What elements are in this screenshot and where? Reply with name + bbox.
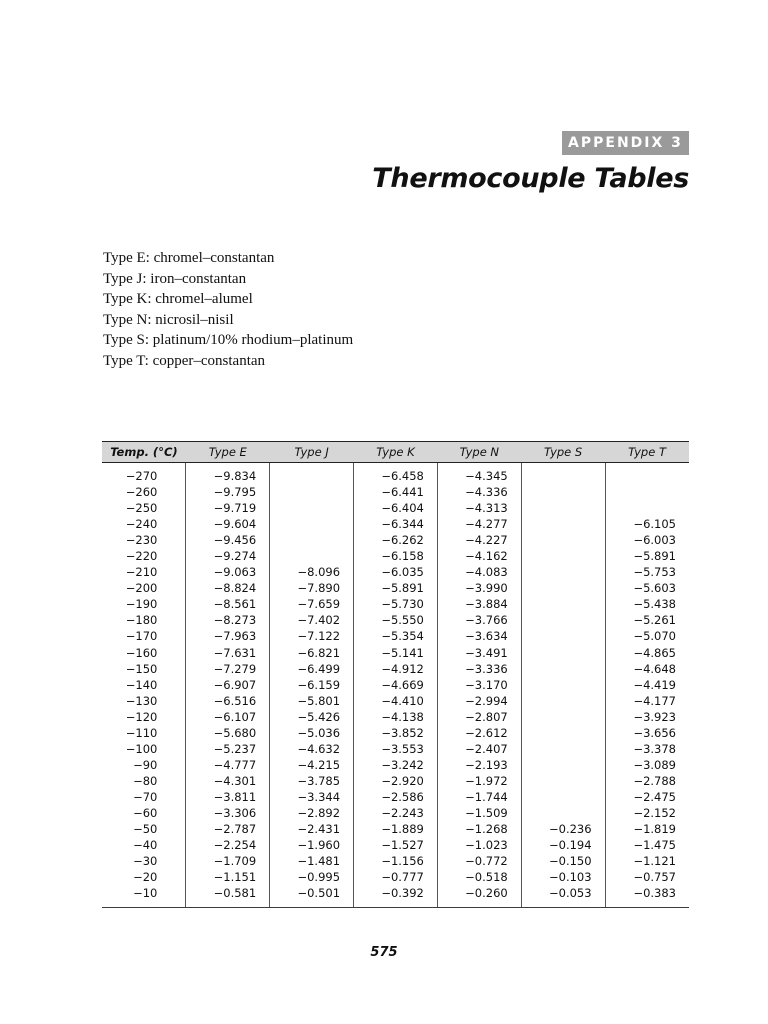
cell-type-t: −1.121 [605,853,689,869]
cell-type-n: −0.518 [437,869,521,885]
cell-temp: −260 [125,485,158,500]
cell-type-j: −2.892 [270,805,354,821]
thermocouple-table [102,441,689,908]
cell-temp: −270 [125,469,158,484]
cell-temp: −250 [125,501,158,516]
cell-type-e: −6.107 [186,709,270,725]
cell-type-k: −2.920 [354,773,438,789]
cell-type-n: −3.634 [437,628,521,644]
cell-type-e: −5.680 [186,725,270,741]
cell-type-j: −7.659 [270,596,354,612]
cell-type-s: −0.236 [521,821,605,837]
cell-type-n: −4.277 [437,516,521,532]
cell-type-n: −4.162 [437,548,521,564]
table-row [102,628,689,644]
cell-type-j: −5.036 [270,725,354,741]
cell-type-k: −6.441 [354,484,438,500]
table-header-row [102,442,689,463]
cell-type-e: −1.151 [186,869,270,885]
page-title: Thermocouple Tables [372,163,689,194]
cell-type-s [521,677,605,693]
cell-type-n: −1.268 [437,821,521,837]
type-s-description: Type S: platinum/10% rhodium–platinum [103,332,354,349]
cell-type-t: −4.177 [605,693,689,709]
table-row [102,645,689,661]
cell-type-n: −0.772 [437,853,521,869]
cell-type-s [521,580,605,596]
cell-type-n: −2.994 [437,693,521,709]
cell-type-t: −0.757 [605,869,689,885]
cell-type-j: −5.801 [270,693,354,709]
cell-type-s [521,805,605,821]
cell-type-k: −2.586 [354,789,438,805]
cell-type-t: −1.475 [605,837,689,853]
cell-type-t: −5.891 [605,548,689,564]
type-n-description: Type N: nicrosil–nisil [103,311,234,328]
cell-type-s [521,463,605,485]
table-row [102,709,689,725]
cell-type-t: −6.003 [605,532,689,548]
cell-type-t: −4.648 [605,661,689,677]
cell-temp: −50 [133,822,158,837]
cell-type-n: −4.313 [437,500,521,516]
cell-type-s [521,500,605,516]
cell-type-k: −6.035 [354,564,438,580]
cell-type-t: −4.865 [605,645,689,661]
cell-type-e: −6.516 [186,693,270,709]
table-row [102,612,689,628]
cell-temp: −110 [125,725,158,740]
cell-type-j: −7.890 [270,580,354,596]
cell-type-n: −2.612 [437,725,521,741]
type-j-description: Type J: iron–constantan [103,270,247,287]
cell-type-k: −4.410 [354,693,438,709]
cell-type-j [270,484,354,500]
cell-type-n: −3.336 [437,661,521,677]
cell-type-e: −2.787 [186,821,270,837]
cell-type-e: −3.811 [186,789,270,805]
cell-type-e: −3.306 [186,805,270,821]
cell-type-k: −0.777 [354,869,438,885]
cell-type-k: −4.669 [354,677,438,693]
table-row [102,821,689,837]
cell-type-t: −5.438 [605,596,689,612]
cell-type-t: −2.475 [605,789,689,805]
column-header-type-j: Type J [270,442,354,463]
cell-type-s [521,645,605,661]
cell-type-j: −7.402 [270,612,354,628]
cell-type-s [521,757,605,773]
cell-type-j [270,532,354,548]
column-header-type-s: Type S [521,442,605,463]
cell-type-s [521,661,605,677]
cell-type-n: −1.972 [437,773,521,789]
cell-type-k: −6.404 [354,500,438,516]
cell-type-k: −3.852 [354,725,438,741]
type-e-description: Type E: chromel–constantan [103,250,275,266]
cell-type-k: −6.344 [354,516,438,532]
cell-temp: −200 [125,581,158,596]
cell-temp: −240 [125,517,158,532]
cell-type-e: −8.273 [186,612,270,628]
cell-type-t: −5.753 [605,564,689,580]
cell-temp: −40 [133,838,158,853]
cell-type-t: −3.923 [605,709,689,725]
cell-type-s: −0.150 [521,853,605,869]
cell-type-j: −2.431 [270,821,354,837]
cell-type-k: −5.891 [354,580,438,596]
cell-type-t: −5.070 [605,628,689,644]
cell-type-e: −5.237 [186,741,270,757]
cell-type-n: −3.884 [437,596,521,612]
column-header-type-t: Type T [605,442,689,463]
cell-type-n: −2.407 [437,741,521,757]
cell-type-k: −1.527 [354,837,438,853]
cell-type-t: −1.819 [605,821,689,837]
cell-type-j: −1.960 [270,837,354,853]
cell-type-k: −5.354 [354,628,438,644]
table-row [102,677,689,693]
cell-type-j: −6.499 [270,661,354,677]
cell-type-e: −9.719 [186,500,270,516]
cell-type-j: −6.159 [270,677,354,693]
column-header-type-k: Type K [354,442,438,463]
cell-type-k: −4.912 [354,661,438,677]
cell-type-e: −9.795 [186,484,270,500]
cell-temp: −90 [133,757,158,772]
table-row [102,596,689,612]
cell-type-s: −0.103 [521,869,605,885]
cell-type-t: −4.419 [605,677,689,693]
cell-type-s [521,596,605,612]
table-row [102,725,689,741]
cell-type-j [270,500,354,516]
cell-type-k: −6.262 [354,532,438,548]
cell-type-n: −4.083 [437,564,521,580]
cell-type-t: −5.603 [605,580,689,596]
cell-type-e: −7.631 [186,645,270,661]
cell-type-t [605,484,689,500]
table-row [102,773,689,789]
cell-type-k: −3.553 [354,741,438,757]
cell-type-n: −1.509 [437,805,521,821]
cell-type-e: −2.254 [186,837,270,853]
cell-type-t [605,500,689,516]
cell-type-e: −8.561 [186,596,270,612]
cell-type-n: −1.744 [437,789,521,805]
cell-type-e: −1.709 [186,853,270,869]
page-number: 575 [370,945,398,960]
column-header-temp: Temp. (°C) [102,442,186,463]
cell-temp: −150 [125,661,158,676]
table-row [102,500,689,516]
cell-type-n: −0.260 [437,885,521,908]
cell-type-s [521,773,605,789]
cell-type-t: −5.261 [605,612,689,628]
cell-temp: −70 [133,789,158,804]
table-row [102,548,689,564]
cell-type-k: −1.156 [354,853,438,869]
cell-type-k: −4.138 [354,709,438,725]
appendix-badge: APPENDIX 3 [562,131,689,155]
cell-type-j [270,463,354,485]
cell-type-n: −4.345 [437,463,521,485]
cell-type-k: −2.243 [354,805,438,821]
table-row [102,580,689,596]
cell-type-t: −2.152 [605,805,689,821]
table-row [102,837,689,853]
cell-type-s [521,516,605,532]
cell-type-n: −3.766 [437,612,521,628]
table-row [102,885,689,908]
table-row [102,463,689,485]
cell-type-s: −0.194 [521,837,605,853]
cell-type-j: −3.344 [270,789,354,805]
cell-type-j: −5.426 [270,709,354,725]
cell-type-s [521,789,605,805]
cell-type-n: −3.990 [437,580,521,596]
cell-type-j: −8.096 [270,564,354,580]
cell-temp: −30 [133,854,158,869]
cell-type-k: −5.730 [354,596,438,612]
cell-type-n: −2.807 [437,709,521,725]
cell-temp: −60 [133,806,158,820]
cell-type-s [521,725,605,741]
cell-type-t: −6.105 [605,516,689,532]
cell-type-k: −1.889 [354,821,438,837]
table-row [102,757,689,773]
cell-temp: −230 [125,533,158,548]
cell-type-s [521,709,605,725]
cell-type-k: −0.392 [354,885,438,908]
cell-type-k: −5.141 [354,645,438,661]
column-header-type-n: Type N [437,442,521,463]
cell-type-s [521,484,605,500]
cell-type-j: −0.995 [270,869,354,885]
cell-type-k: −6.158 [354,548,438,564]
table-row [102,484,689,500]
cell-type-t: −0.383 [605,885,689,908]
table-body [102,463,689,908]
cell-type-t [605,463,689,485]
cell-type-n: −1.023 [437,837,521,853]
cell-type-t: −2.788 [605,773,689,789]
cell-type-s [521,741,605,757]
cell-type-j: −6.821 [270,645,354,661]
table-row [102,869,689,885]
cell-type-s: −0.053 [521,885,605,908]
cell-type-e: −7.963 [186,628,270,644]
cell-type-e: −7.279 [186,661,270,677]
cell-type-t: −3.089 [605,757,689,773]
cell-type-s [521,548,605,564]
cell-temp: −100 [125,741,158,756]
thermocouple-types-list [103,248,353,372]
cell-type-e: −9.274 [186,548,270,564]
cell-type-t: −3.656 [605,725,689,741]
cell-type-e: −9.456 [186,532,270,548]
cell-type-n: −4.227 [437,532,521,548]
cell-type-s [521,564,605,580]
table-row [102,661,689,677]
cell-type-e: −8.824 [186,580,270,596]
cell-type-e: −0.581 [186,885,270,908]
thermocouple-table-container [102,441,689,908]
cell-type-n: −2.193 [437,757,521,773]
cell-temp: −160 [125,645,158,660]
cell-temp: −10 [102,885,186,908]
cell-type-t: −3.378 [605,741,689,757]
cell-type-j: −4.215 [270,757,354,773]
cell-type-n: −4.336 [437,484,521,500]
cell-type-s [521,693,605,709]
cell-temp: −190 [125,597,158,612]
table-row [102,693,689,709]
cell-type-n: −3.170 [437,677,521,693]
cell-temp: −20 [133,870,158,885]
cell-type-k: −6.458 [354,463,438,485]
cell-temp: −130 [125,693,158,708]
cell-type-e: −4.301 [186,773,270,789]
table-row [102,805,689,821]
cell-type-j: −3.785 [270,773,354,789]
cell-type-e: −4.777 [186,757,270,773]
table-row [102,789,689,805]
cell-type-n: −3.491 [437,645,521,661]
cell-type-s [521,612,605,628]
cell-type-k: −5.550 [354,612,438,628]
type-t-description: Type T: copper–constantan [103,352,266,369]
type-k-description: Type K: chromel–alumel [103,291,253,308]
cell-type-j [270,516,354,532]
cell-type-s [521,532,605,548]
cell-temp: −210 [125,565,158,580]
cell-type-s [521,628,605,644]
cell-temp: −180 [125,613,158,628]
cell-temp: −220 [125,549,158,564]
cell-type-e: −9.834 [186,463,270,485]
cell-temp: −80 [133,773,158,788]
table-row [102,853,689,869]
cell-type-j: −7.122 [270,628,354,644]
cell-type-e: −9.063 [186,564,270,580]
table-row [102,564,689,580]
column-header-type-e: Type E [186,442,270,463]
cell-temp: −120 [125,709,158,724]
cell-type-e: −9.604 [186,516,270,532]
table-row [102,532,689,548]
cell-type-j [270,548,354,564]
table-row [102,516,689,532]
cell-type-j: −4.632 [270,741,354,757]
cell-type-k: −3.242 [354,757,438,773]
cell-type-j: −0.501 [270,885,354,908]
table-row [102,741,689,757]
cell-type-j: −1.481 [270,853,354,869]
cell-type-e: −6.907 [186,677,270,693]
cell-temp: −140 [125,677,158,692]
cell-temp: −170 [125,629,158,644]
